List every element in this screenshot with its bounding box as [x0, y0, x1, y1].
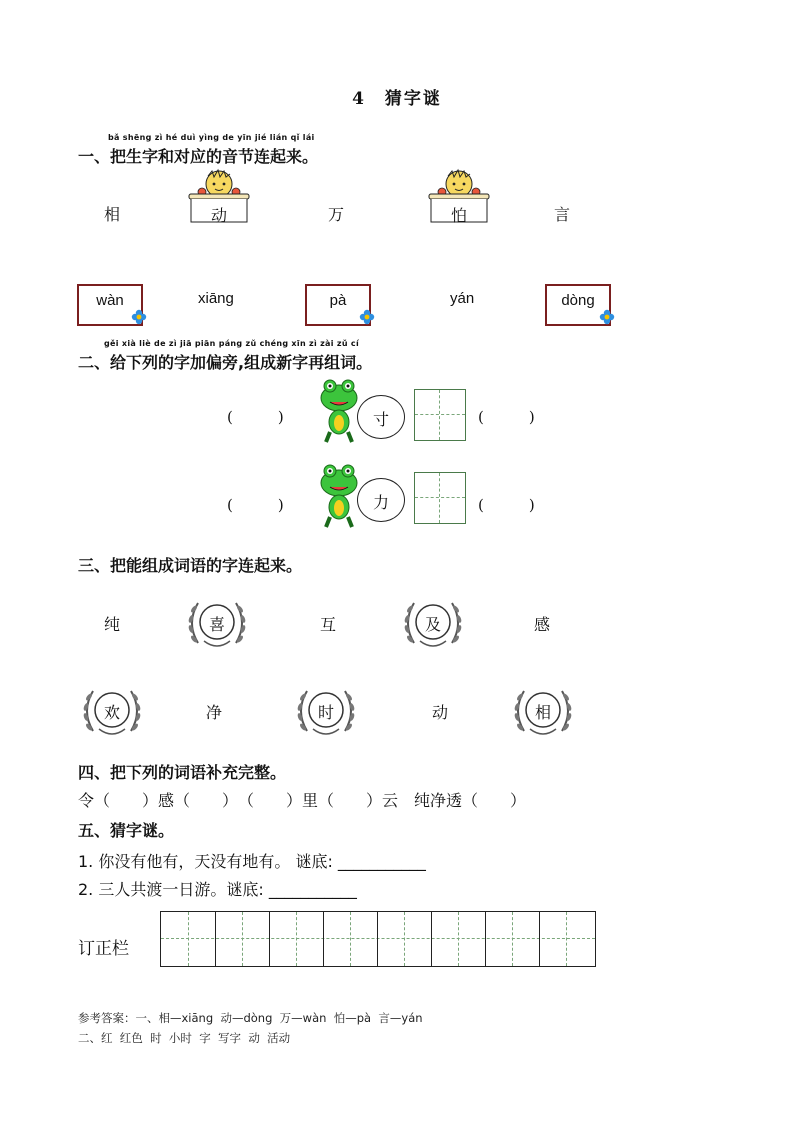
paren-right-2: ( )	[478, 496, 535, 514]
answer-line-1: 参考答案：一、相—xiāng 动—dòng 万—wàn 怕—pà 言—yán	[78, 1011, 423, 1025]
riddle-2: 2. 三人共渡一日游。谜底: ___________	[78, 880, 357, 899]
flower-icon	[599, 309, 615, 325]
wreath-xiang: 相	[510, 683, 576, 743]
flower-icon	[131, 309, 147, 325]
paren-left-1: ( )	[227, 408, 284, 426]
frog-icon	[318, 378, 360, 444]
frog-icon	[318, 463, 360, 529]
circle-char-2: 力	[357, 478, 405, 522]
char-yan: 言	[554, 205, 571, 224]
pinyin-xiang: xiāng	[198, 290, 234, 307]
correction-label: 订正栏	[78, 939, 129, 959]
flower-icon	[359, 309, 375, 325]
section1-heading: 一、把生字和对应的音节连起来。	[78, 147, 319, 166]
pinyin-box-dong: dòng	[545, 284, 611, 326]
child-basket-1	[186, 168, 252, 226]
child-basket-2	[426, 168, 492, 226]
char-chun: 纯	[104, 615, 121, 634]
char-pa: 怕	[450, 206, 467, 225]
char-dong2: 动	[432, 703, 449, 722]
paren-left-2: ( )	[227, 496, 284, 514]
correction-grid	[160, 911, 596, 967]
section2-pinyin: gěi xià liè de zì jiā piān páng zǔ chéng xīn zì zài zǔ cí	[104, 339, 360, 348]
pinyin-yan: yán	[450, 290, 475, 307]
section2-heading: 二、给下列的字加偏旁,组成新字再组词。	[78, 353, 373, 372]
section5-heading: 五、猜字谜。	[78, 821, 175, 840]
wreath-xi: 喜	[184, 595, 250, 655]
section4-heading: 四、把下列的词语补充完整。	[78, 763, 287, 782]
char-hu: 互	[320, 615, 337, 634]
char-xiang: 相	[104, 205, 121, 224]
tian-grid-2	[414, 472, 466, 524]
circle-char-1: 寸	[357, 395, 405, 439]
wreath-shi: 时	[293, 683, 359, 743]
tian-grid-1	[414, 389, 466, 441]
char-gan: 感	[534, 615, 551, 634]
pinyin-box-wan: wàn	[77, 284, 143, 326]
wreath-huan: 欢	[79, 683, 145, 743]
page-title: 4 猜字谜	[352, 89, 442, 109]
char-jing: 净	[206, 703, 223, 722]
section1-pinyin: bǎ shēng zì hé duì yìng de yīn jié lián qǐ lái	[108, 133, 315, 142]
pinyin-box-pa: pà	[305, 284, 371, 326]
answer-line-2: 二、红 红色 时 小时 字 写字 动 活动	[78, 1031, 291, 1045]
riddle-1: 1. 你没有他有，天没有地有。 谜底: ___________	[78, 852, 426, 871]
wreath-ji: 及	[400, 595, 466, 655]
char-dong: 动	[210, 206, 227, 225]
paren-right-1: ( )	[478, 408, 535, 426]
section3-heading: 三、把能组成词语的字连起来。	[78, 556, 303, 575]
section4-line: 令（ ）感（ ） （ ）里（ ）云 纯净透（ ）	[78, 791, 527, 810]
char-wan: 万	[328, 205, 345, 224]
